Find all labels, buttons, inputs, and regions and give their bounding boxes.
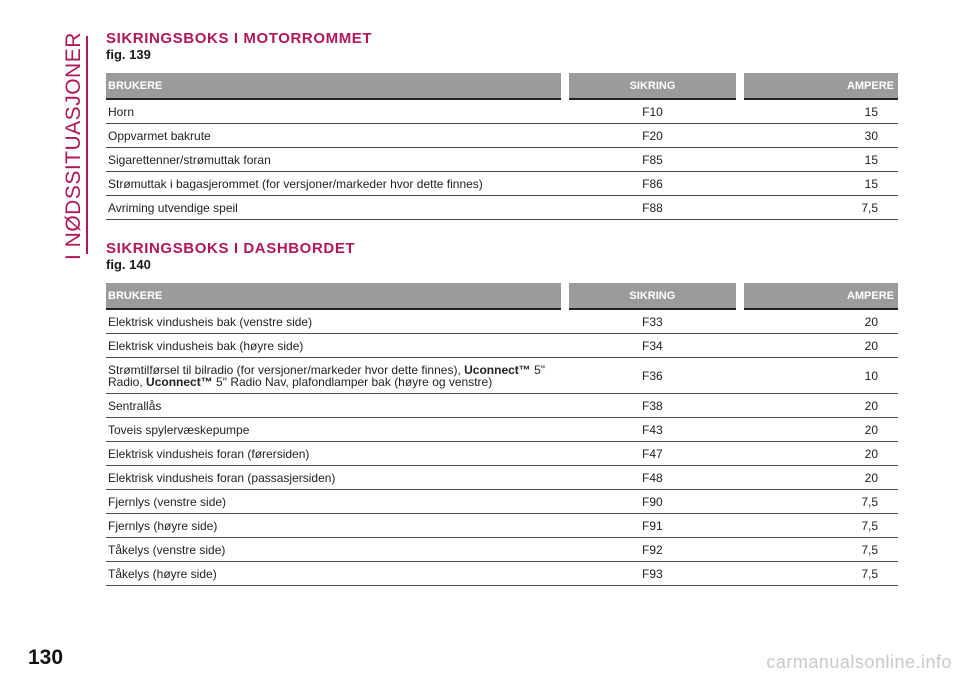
table-row: [106, 538, 898, 562]
watermark: carmanualsonline.info: [766, 652, 952, 672]
cell-sikring: F47: [565, 442, 741, 466]
table-row: [106, 394, 898, 418]
cell-sikring: F34: [565, 334, 741, 358]
cell-ampere: 7,5: [740, 514, 898, 538]
cell-ampere: 20: [740, 418, 898, 442]
cell-brukere: Tåkelys (høyre side): [106, 562, 565, 586]
cell-sikring: F33: [565, 309, 741, 334]
cell-sikring: F10: [565, 99, 740, 124]
table-header-row: [106, 283, 898, 309]
cell-sikring: F85: [565, 148, 740, 172]
figure-reference: fig. 140: [106, 257, 151, 272]
page-number: 130: [28, 646, 64, 669]
header-ampere: AMPERE: [740, 73, 898, 99]
table-row: [106, 334, 898, 358]
table-row: [106, 514, 898, 538]
dashboard-fusebox-section: [106, 240, 898, 586]
chapter-divider: [86, 36, 88, 254]
section-heading: SIKRINGSBOKS I DASHBORDET: [106, 240, 356, 257]
cell-sikring: F91: [565, 514, 741, 538]
cell-ampere: 7,5: [740, 562, 898, 586]
table-row: [106, 172, 898, 196]
cell-ampere: 20: [740, 334, 898, 358]
cell-ampere: 10: [740, 358, 898, 394]
cell-text: 5" Radio Nav, plafondlamper bak (høyre og venstre): [212, 374, 493, 389]
table-row: [106, 99, 898, 124]
cell-ampere: 7,5: [740, 196, 898, 220]
cell-ampere: 20: [740, 442, 898, 466]
cell-sikring: F48: [565, 466, 741, 490]
cell-sikring: F90: [565, 490, 741, 514]
engine-fuse-table: [106, 73, 898, 220]
table-row: [106, 148, 898, 172]
cell-ampere: 7,5: [740, 538, 898, 562]
cell-sikring: F36: [565, 358, 741, 394]
chapter-title: I NØDSSITUASJONER: [62, 32, 85, 260]
cell-sikring: F43: [565, 418, 741, 442]
cell-brukere: Horn: [106, 99, 565, 124]
header-brukere: BRUKERE: [106, 73, 565, 99]
figure-reference: fig. 139: [106, 47, 151, 62]
cell-ampere: 20: [740, 309, 898, 334]
cell-ampere: 7,5: [740, 490, 898, 514]
cell-brukere: Toveis spylervæskepumpe: [106, 418, 565, 442]
cell-ampere: 20: [740, 466, 898, 490]
cell-ampere: 20: [740, 394, 898, 418]
table-row: [106, 466, 898, 490]
table-row: [106, 358, 898, 394]
cell-brukere: Elektrisk vindusheis foran (førersiden): [106, 442, 565, 466]
cell-sikring: F92: [565, 538, 741, 562]
cell-ampere: 15: [740, 148, 898, 172]
cell-brukere: Elektrisk vindusheis bak (høyre side): [106, 334, 565, 358]
cell-ampere: 15: [740, 172, 898, 196]
table-row: [106, 442, 898, 466]
header-sikring: SIKRING: [565, 283, 741, 309]
cell-ampere: 15: [740, 99, 898, 124]
table-row: [106, 562, 898, 586]
table-row: [106, 490, 898, 514]
cell-text: Strømtilførsel til bilradio (for versjoner/markeder hvor dette finnes),: [108, 362, 465, 377]
header-ampere: AMPERE: [740, 283, 898, 309]
cell-brukere: Oppvarmet bakrute: [106, 124, 565, 148]
cell-sikring: F88: [565, 196, 740, 220]
cell-sikring: F38: [565, 394, 741, 418]
header-sikring: SIKRING: [565, 73, 740, 99]
dashboard-fuse-table: [106, 283, 898, 586]
cell-brukere: Fjernlys (venstre side): [106, 490, 565, 514]
cell-sikring: F93: [565, 562, 741, 586]
cell-brukere: Fjernlys (høyre side): [106, 514, 565, 538]
section-heading: SIKRINGSBOKS I MOTORROMMET: [106, 30, 373, 47]
cell-brukere: Sigarettenner/strømuttak foran: [106, 148, 565, 172]
cell-brukere: Elektrisk vindusheis bak (venstre side): [106, 309, 565, 334]
cell-ampere: 30: [740, 124, 898, 148]
cell-sikring: F86: [565, 172, 740, 196]
table-header-row: [106, 73, 898, 99]
header-brukere: BRUKERE: [106, 283, 565, 309]
table-row: [106, 124, 898, 148]
cell-brukere: Avriming utvendige speil: [106, 196, 565, 220]
cell-brukere: Elektrisk vindusheis foran (passasjersiden): [106, 466, 565, 490]
cell-brukere: [106, 358, 565, 394]
cell-sikring: F20: [565, 124, 740, 148]
brand-name: Uconnect™: [146, 374, 213, 389]
cell-brukere: Tåkelys (venstre side): [106, 538, 565, 562]
brand-name: Uconnect™: [464, 362, 531, 377]
table-row: [106, 309, 898, 334]
cell-brukere: Sentrallås: [106, 394, 565, 418]
engine-fusebox-section: [106, 30, 898, 220]
table-row: [106, 418, 898, 442]
cell-brukere: Strømuttak i bagasjerommet (for versjoner/markeder hvor dette finnes): [106, 172, 565, 196]
table-row: [106, 196, 898, 220]
cell-text: 5" Radio,: [108, 362, 546, 389]
